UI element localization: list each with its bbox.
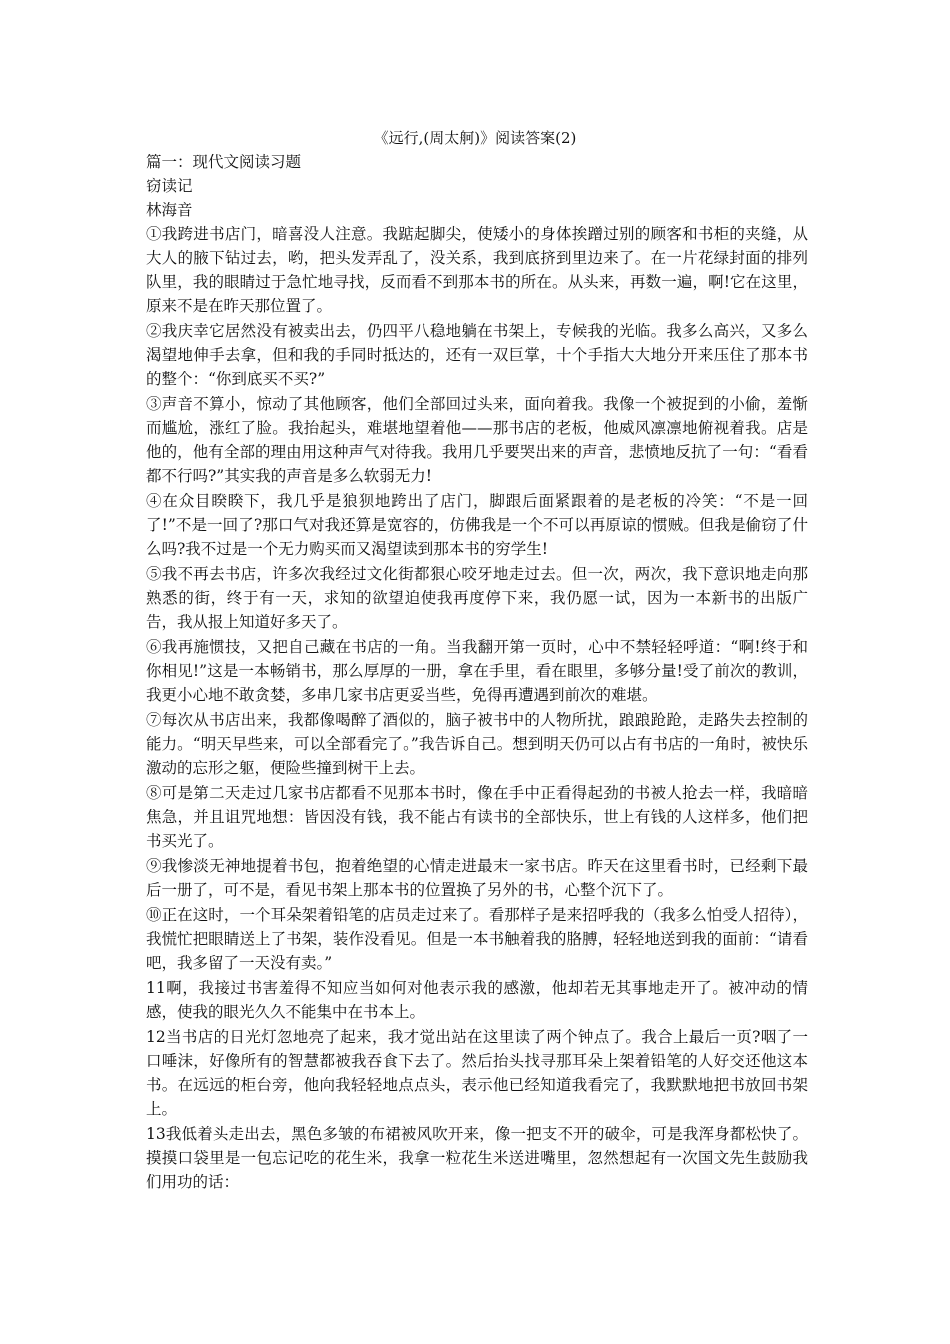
document-title: 《远行,(周太舸)》阅读答案(2)	[373, 129, 577, 147]
paragraph-7: ⑦每次从书店出来，我都像喝醉了酒似的，脑子被书中的人物所扰，踉踉跄跄，走路失去控制的能力。“明天早些来，可以全部看完了。”我告诉自己。想到明天仍可以占有书店的一角时，被快乐激动的忘形之躯，便险些撞到树干上去。	[146, 711, 808, 777]
paragraph-4: ④在众目睽睽下，我几乎是狼狈地跨出了店门，脚跟后面紧跟着的是老板的冷笑：“不是一回了!”不是一回了?那口气对我还算是宽容的，仿佛我是一个不可以再原谅的惯贼。但我是偷窃了什么吗?我不过是一个无力购买而又渴望读到那本书的穷学生!	[146, 492, 808, 558]
paragraph-8: ⑧可是第二天走过几家书店都看不见那本书时，像在手中正看得起劲的书被人抢去一样，我暗暗焦急，并且诅咒地想：皆因没有钱，我不能占有读书的全部快乐，世上有钱的人这样多，他们把书买光了。	[146, 784, 808, 850]
paragraph-2: ②我庆幸它居然没有被卖出去，仍四平八稳地躺在书架上，专候我的光临。我多么高兴，又多么渴望地伸手去拿，但和我的手同时抵达的，还有一双巨掌，十个手指大大地分开来压住了那本书的整个：“你到底买不买?”	[146, 322, 808, 388]
article-body	[146, 150, 808, 1195]
paragraph-6: ⑥我再施惯技，又把自己藏在书店的一角。当我翻开第一页时，心中不禁轻轻呼道：“啊!终于和你相见!”这是一本畅销书，那么厚厚的一册，拿在手里，看在眼里，多够分量!受了前次的教训，我更小心地不敢贪婪，多串几家书店更妥当些，免得再遭遇到前次的难堪。	[146, 638, 808, 704]
article-author: 林海音	[146, 201, 193, 219]
paragraph-9: ⑨我惨淡无神地提着书包，抱着绝望的心情走进最末一家书店。昨天在这里看书时，已经剩下最后一册了，可不是，看见书架上那本书的位置换了另外的书，心整个沉下了。	[146, 857, 808, 899]
paragraph-10: ⑩正在这时，一个耳朵架着铅笔的店员走过来了。看那样子是来招呼我的（我多么怕受人招待），我慌忙把眼睛送上了书架，装作没看见。但是一本书触着我的胳膊，轻轻地送到我的面前：“请看吧，我多留了一天没有卖。”	[146, 906, 808, 972]
article-title: 窃读记	[146, 177, 193, 195]
paragraph-1: ①我跨进书店门，暗喜没人注意。我踮起脚尖，使矮小的身体挨蹭过别的顾客和书柜的夹缝，从大人的腋下钻过去，哟，把头发弄乱了，没关系，我到底挤到里边来了。在一片花绿封面的排列队里，我的眼睛过于急忙地寻找，反而看不到那本书的所在。从头来，再数一遍，啊!它在这里，原来不是在昨天那位置了。	[146, 225, 808, 315]
paragraph-11: 11啊，我接过书害羞得不知应当如何对他表示我的感激，他却若无其事地走开了。被冲动的情感，使我的眼光久久不能集中在书本上。	[146, 979, 808, 1021]
section-heading: 篇一：现代文阅读习题	[146, 153, 302, 171]
paragraph-3: ③声音不算小，惊动了其他顾客，他们全部回过头来，面向着我。我像一个被捉到的小偷，羞惭而尴尬，涨红了脸。我抬起头，难堪地望着他——那书店的老板，他威风凛凛地俯视着我。店是他的，他有全部的理由用这种声气对待我。我用几乎要哭出来的声音，悲愤地反抗了一句：“看看都不行吗?”其实我的声音是多么软弱无力!	[146, 395, 808, 485]
paragraph-5: ⑤我不再去书店，许多次我经过文化街都狠心咬牙地走过去。但一次，两次，我下意识地走向那熟悉的街，终于有一天，求知的欲望迫使我再度停下来，我仍愿一试，因为一本新书的出版广告，我从报上知道好多天了。	[146, 565, 808, 631]
paragraph-12: 12当书店的日光灯忽地亮了起来，我才觉出站在这里读了两个钟点了。我合上最后一页?咽了一口唾沫，好像所有的智慧都被我吞食下去了。然后抬头找寻那耳朵上架着铅笔的人好交还他这本书。在远远的柜台旁，他向我轻轻地点点头，表示他已经知道我看完了，我默默地把书放回书架上。	[146, 1028, 808, 1118]
paragraph-13: 13我低着头走出去，黑色多皱的布裙被风吹开来，像一把支不开的破伞，可是我浑身都松快了。摸摸口袋里是一包忘记吃的花生米，我拿一粒花生米送进嘴里，忽然想起有一次国文先生鼓励我们用功的话：	[146, 1125, 808, 1191]
